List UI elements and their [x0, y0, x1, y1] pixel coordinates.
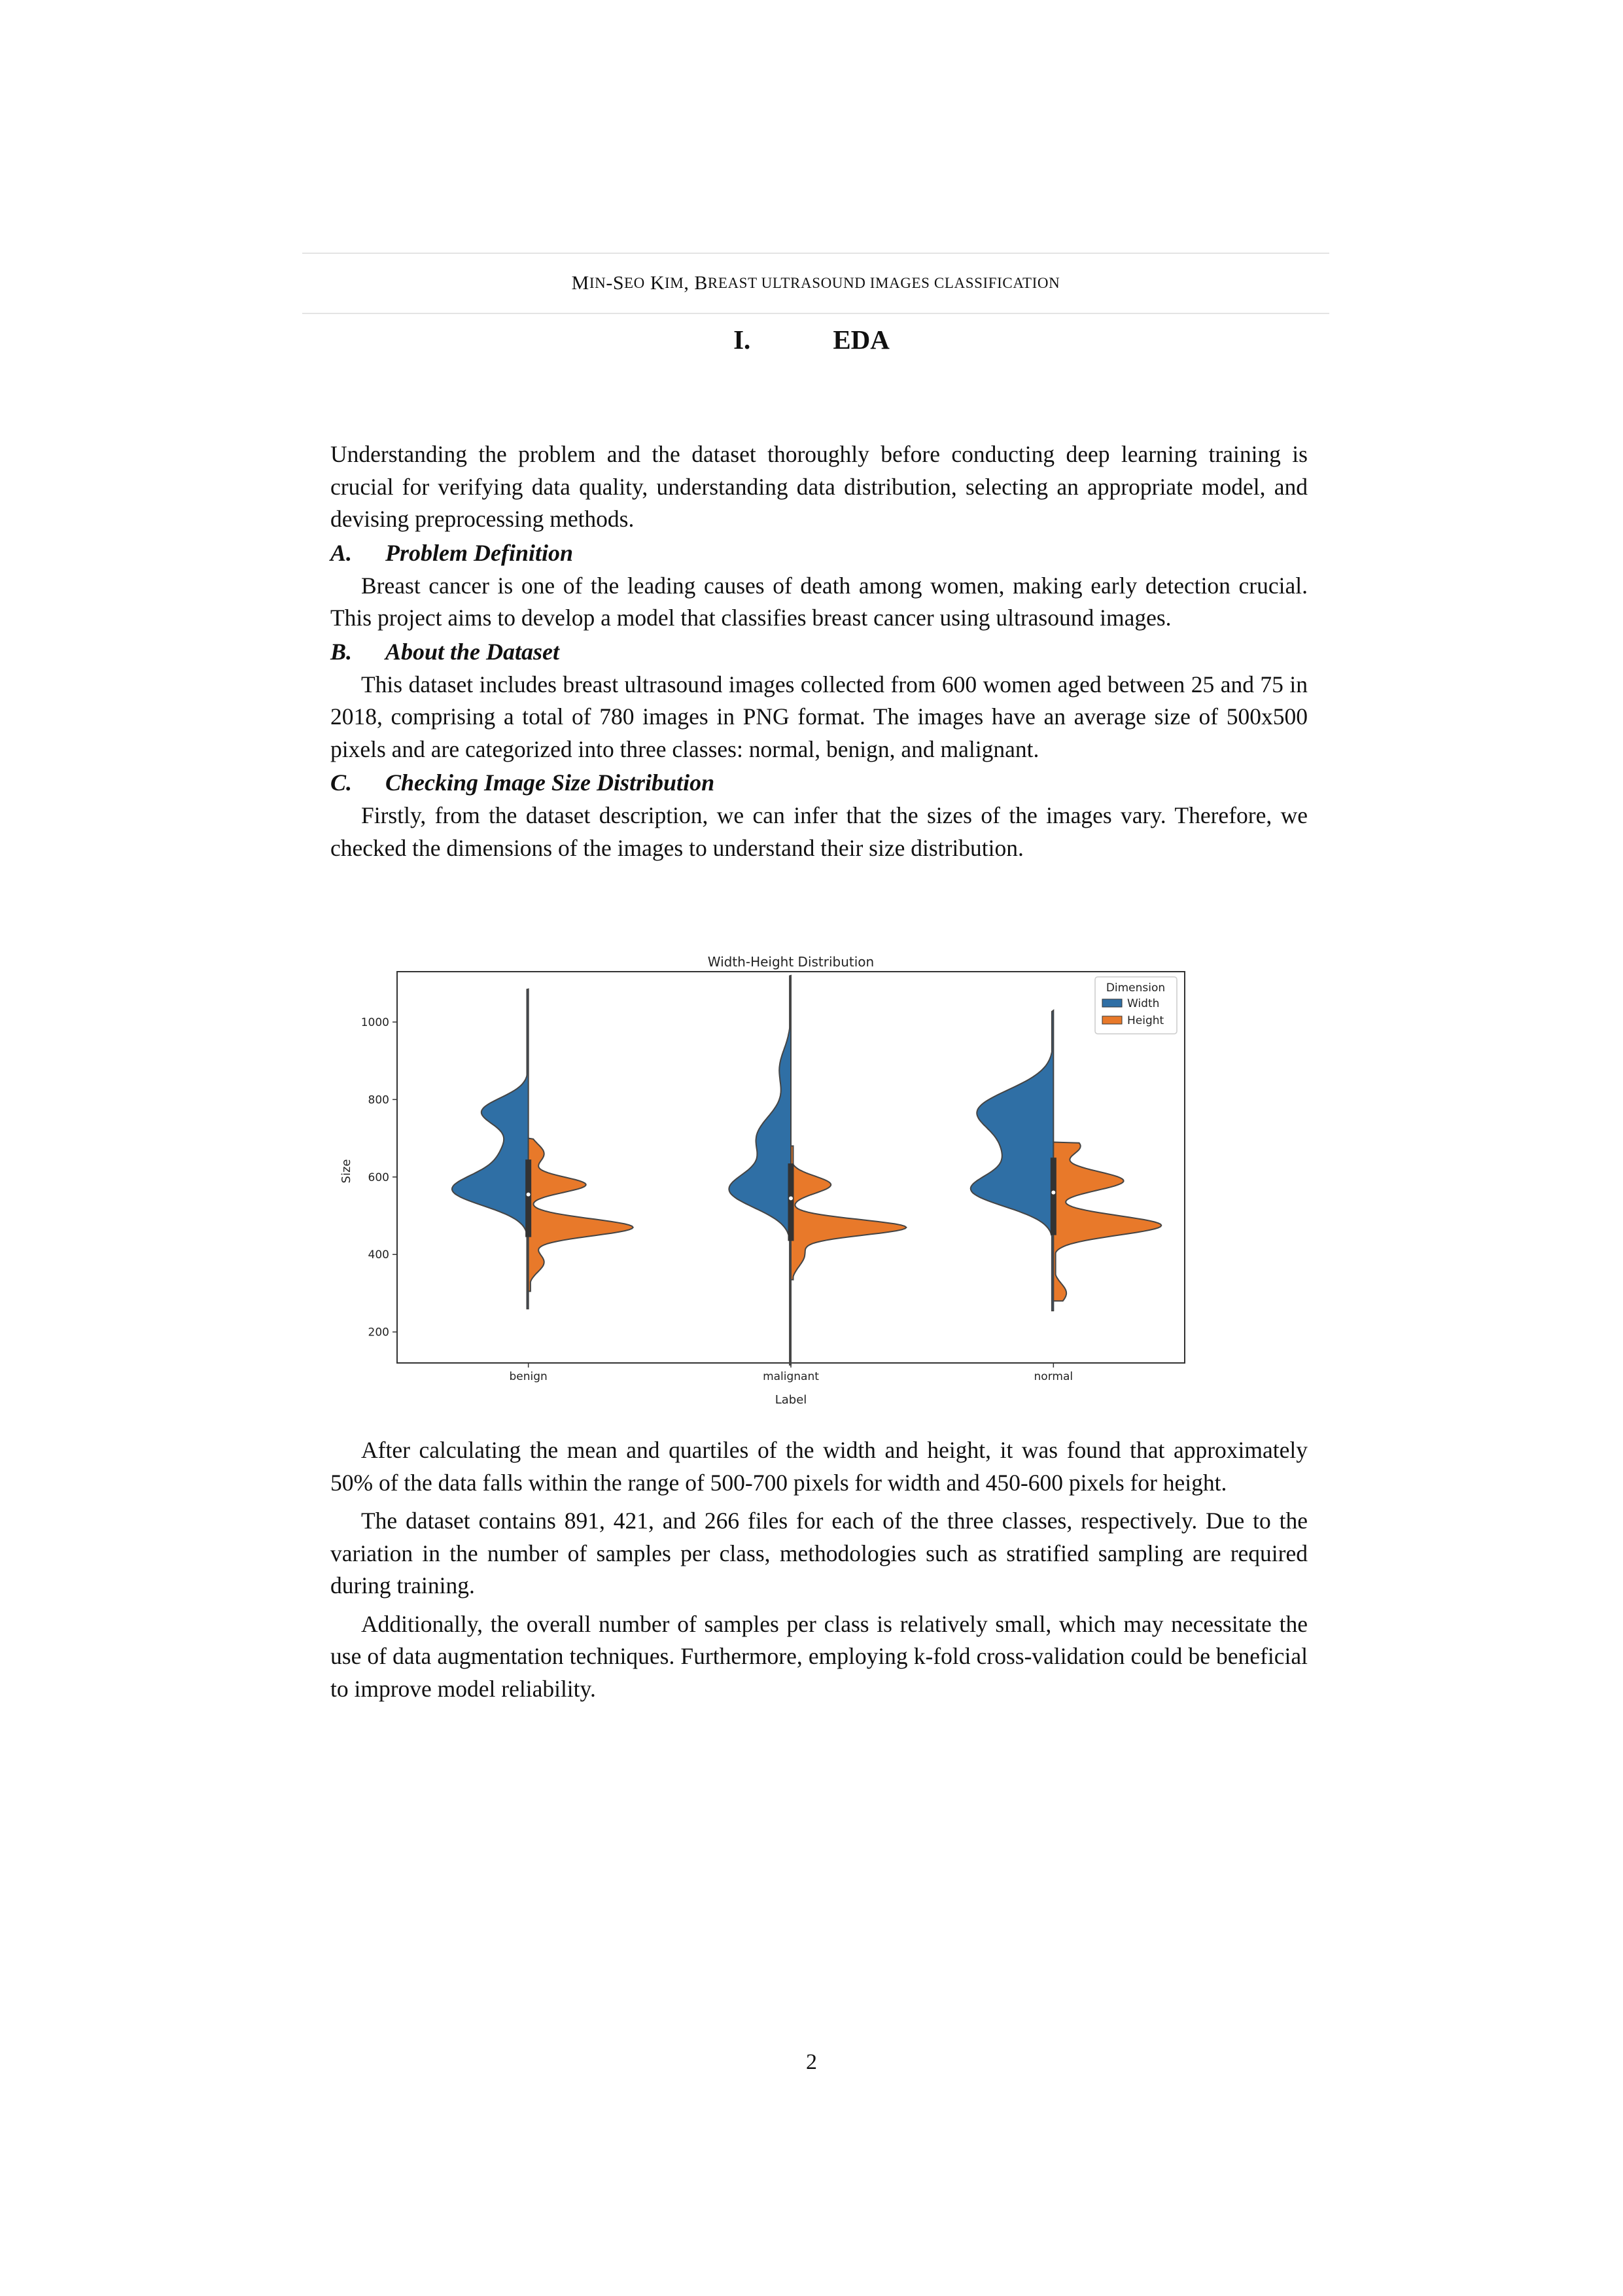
subsection-title: About the Dataset — [385, 638, 560, 665]
intro-paragraph: Understanding the problem and the dataset thoroughly before conducting deep learning training is crucial for verifying data quality, understanding data distribution, selecting an appropriate model, and devising preprocessing methods. — [330, 441, 1308, 532]
rh-author-mid-initial: S — [612, 272, 625, 294]
y-tick-label: 1000 — [360, 1016, 389, 1029]
y-tick-label: 800 — [368, 1093, 389, 1107]
x-tick-label-normal: normal — [1034, 1370, 1073, 1383]
legend-swatch-height — [1102, 1016, 1122, 1024]
rh-author-mid-rest: EO — [624, 275, 645, 291]
legend-label-height: Height — [1127, 1014, 1164, 1027]
violin-median-benign — [527, 1192, 531, 1196]
rh-author-last-rest: IM — [665, 275, 684, 291]
chart-title: Width-Height Distribution — [707, 954, 875, 970]
rh-author-last-initial: K — [650, 272, 665, 294]
subsection-heading-b — [330, 635, 1308, 669]
subsection-letter: B. — [330, 638, 353, 665]
section-number: I. — [733, 325, 751, 355]
legend-swatch-width — [1102, 999, 1122, 1007]
rh-comma: , — [684, 272, 695, 294]
class-counts-paragraph: The dataset contains 891, 421, and 266 files for each of the three classes, respectively. Due to the variation in the number of samples per class, methodologies such as stratified sampling are required during training. — [330, 1508, 1308, 1598]
running-head-text — [302, 254, 1329, 313]
violin-median-normal — [1051, 1190, 1055, 1194]
subsection-letter: C. — [330, 769, 353, 796]
section-title: EDA — [833, 325, 890, 355]
rh-title-initial: B — [694, 272, 708, 294]
y-tick-label: 400 — [368, 1248, 389, 1262]
violin-chart — [330, 952, 1207, 1423]
rh-title-rest: REAST ULTRASOUND IMAGES CLASSIFICATION — [707, 275, 1060, 291]
chart-x-axis-label: Label — [775, 1393, 807, 1407]
subsection-title: Checking Image Size Distribution — [385, 769, 715, 796]
violin-chart-figure — [330, 952, 1207, 1423]
rh-author-first-initial: M — [571, 272, 589, 294]
page-number: 2 — [806, 2050, 817, 2074]
body-text-bottom — [330, 1434, 1308, 1705]
dataset-paragraph: This dataset includes breast ultrasound images collected from 600 women aged between 25 and 75 in 2018, comprising a total of 780 images in PNG format. The images have an average size of 500x500 pixels and are categorized into three classes: normal, benign, and malignant. — [330, 671, 1308, 762]
chart-legend — [1095, 977, 1177, 1034]
quartiles-paragraph: After calculating the mean and quartiles of the width and height, it was found that approximately 50% of the data falls within the range of 500-700 pixels for width and 450-600 pixels for height. — [330, 1437, 1308, 1496]
body-text-top — [330, 438, 1308, 864]
rh-author-first-rest: IN — [589, 275, 606, 291]
rh-hyphen: - — [606, 272, 613, 294]
problem-definition-paragraph: Breast cancer is one of the leading causes of death among women, making early detection crucial. This project aims to develop a model that classifies breast cancer using ultrasound images. — [330, 572, 1308, 631]
subsection-heading-c — [330, 766, 1308, 800]
violin-median-malignant — [789, 1196, 793, 1200]
augmentation-paragraph: Additionally, the overall number of samples per class is relatively small, which may necessitate the use of data augmentation techniques. Furthermore, employing k-fold cross-validation could be beneficial to improve model reliability. — [330, 1610, 1308, 1702]
subsection-heading-a — [330, 536, 1308, 570]
legend-label-width: Width — [1127, 997, 1160, 1010]
section-heading — [0, 324, 1623, 355]
x-tick-label-malignant: malignant — [763, 1370, 819, 1383]
chart-y-axis-label: Size — [340, 1159, 353, 1184]
running-head — [302, 253, 1329, 314]
rh-space — [645, 272, 650, 294]
size-distribution-paragraph: Firstly, from the dataset description, we can infer that the sizes of the images vary. Therefore, we checked the dimensions of the images to understand their size distribution. — [330, 802, 1308, 861]
y-tick-label: 600 — [368, 1171, 389, 1184]
y-tick-label: 200 — [368, 1326, 389, 1339]
legend-title: Dimension — [1106, 981, 1166, 995]
subsection-letter: A. — [330, 539, 353, 566]
x-tick-label-benign: benign — [509, 1370, 548, 1383]
subsection-title: Problem Definition — [385, 539, 573, 566]
